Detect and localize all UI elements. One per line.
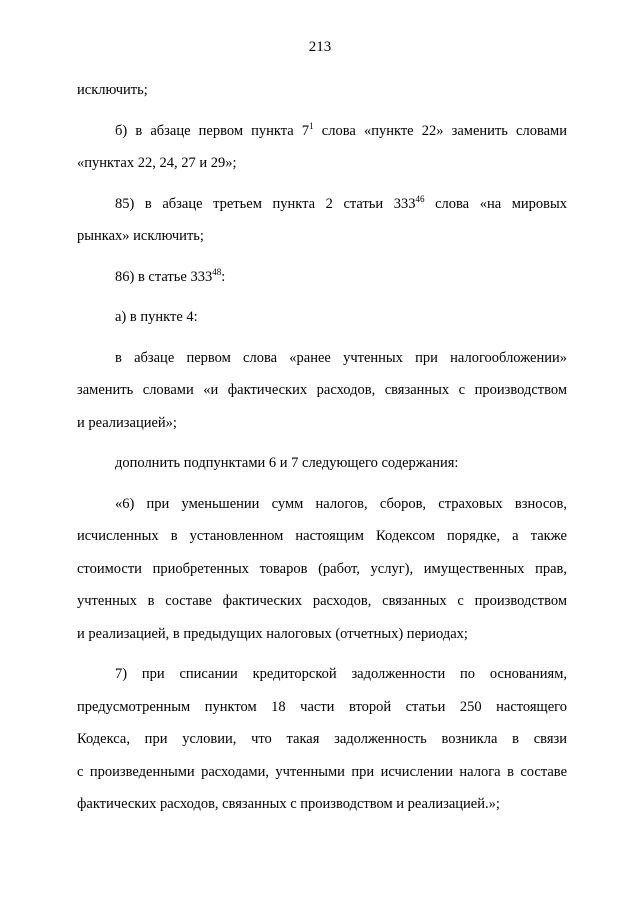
- text-line-10: и реализацией»;: [77, 414, 177, 431]
- text-line-2-b: слова «пункте 22» заменить словами: [313, 122, 567, 139]
- text-line-2-a: б) в абзаце первом пункта 7: [115, 122, 310, 139]
- text-line-1: исключить;: [77, 82, 148, 98]
- text-line-5: рынках» исключить;: [77, 228, 204, 244]
- text-line-19: Кодекса, при условии, что такая задолженность возникла в связи: [77, 731, 567, 747]
- text-line-13: исчисленных в установленном настоящим Кодексом порядке, а также: [77, 528, 567, 544]
- text-line-9: заменить словами «и фактических расходов, связанных с производством: [77, 382, 567, 398]
- text-line-2: [77, 115, 567, 148]
- text-line-11: дополнить подпунктами 6 и 7 следующего содержания:: [115, 455, 459, 471]
- text-line-16: и реализацией, в предыдущих налоговых (отчетных) периодах;: [77, 625, 468, 642]
- text-line-4-a: 85) в абзаце третьем пункта 2 статьи 333: [115, 195, 416, 212]
- text-line-20: с произведенными расходами, учтенными при исчислении налога в составе: [77, 763, 567, 780]
- text-line-17: 7) при списании кредиторской задолженности по основаниям,: [115, 666, 567, 682]
- text-line-14: стоимости приобретенных товаров (работ, услуг), имущественных прав,: [77, 560, 567, 577]
- text-line-7: а) в пункте 4:: [115, 309, 198, 325]
- text-line-4: [77, 188, 567, 221]
- text-line-6: [77, 261, 567, 294]
- superscript-46: 46: [415, 193, 425, 204]
- page-number: 213: [308, 39, 332, 55]
- text-line-18: предусмотренным пунктом 18 части второй статьи 250 настоящего: [77, 698, 567, 715]
- superscript-1: 1: [309, 120, 314, 131]
- text-line-4-b: слова «на мировых: [424, 195, 568, 212]
- text-line-21: фактических расходов, связанных с производством и реализацией.»;: [77, 796, 500, 812]
- text-line-12: «6) при уменьшении сумм налогов, сборов, страховых взносов,: [115, 495, 567, 512]
- text-line-8: в абзаце первом слова «ранее учтенных при налогообложении»: [115, 349, 567, 366]
- text-line-3: «пунктах 22, 24, 27 и 29»;: [77, 155, 237, 171]
- text-line-15: учтенных в составе фактических расходов, связанных с производством: [77, 593, 567, 609]
- text-line-6-a: 86) в статье 333: [115, 268, 213, 285]
- superscript-48: 48: [212, 266, 222, 277]
- document-body: [77, 74, 567, 821]
- text-line-6-b: :: [221, 268, 226, 285]
